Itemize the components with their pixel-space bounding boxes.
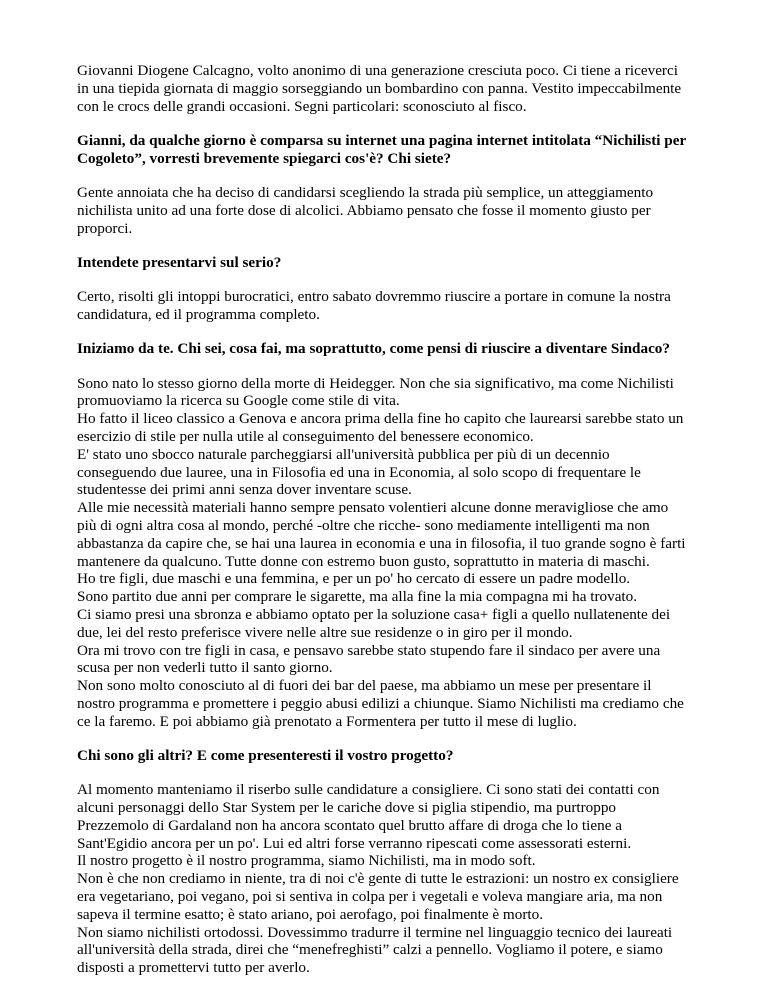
paragraph: Ho fatto il liceo classico a Genova e ancora prima della fine ho capito che laurearsi sarebbe stato un esercizio di stile per nulla utile al conseguimento del benessere economico. bbox=[77, 410, 684, 445]
paragraph: Gente annoiata che ha deciso di candidarsi scegliendo la strada più semplice, un atteggiamento nichilista unito ad una forte dose di alcolici. Abbiamo pensato che fosse il momento giusto per proporci. bbox=[77, 183, 654, 237]
answer-2 bbox=[77, 288, 689, 324]
answer-4 bbox=[77, 781, 689, 977]
question-4 bbox=[77, 747, 689, 765]
question-3 bbox=[77, 340, 689, 358]
paragraph: Sono nato lo stesso giorno della morte di Heidegger. Non che sia significativo, ma come Nichilisti promuoviamo la ricerca su Google come stile di vita. bbox=[77, 374, 674, 410]
paragraph: Certo, risolti gli intoppi burocratici, entro sabato dovremmo riuscire a portare in comune la nostra candidatura, ed il programma completo. bbox=[77, 288, 671, 323]
answer-3 bbox=[77, 375, 689, 731]
paragraph: Alle mie necessità materiali hanno sempre pensato volentieri alcune donne meravigliose che amo più di ogni altra cosa al mondo, perché -oltre che ricche- sono mediamente intelligenti ma non abbastanza da capire che, se hai una laurea in economia e una in filosofia, il tuo grande sogno è farti mantenere da qualcuno. Tutte donne con estremo buon gusto, soprattutto in materia di maschi. bbox=[77, 499, 686, 570]
paragraph: Ora mi trovo con tre figli in casa, e pensavo sarebbe stato stupendo fare il sindaco per avere una scusa per non vederli tutto il santo giorno. bbox=[77, 641, 661, 677]
paragraph: Ho tre figli, due maschi e una femmina, e per un po' ho cercato di essere un padre modello. bbox=[77, 570, 631, 588]
paragraph: Non siamo nichilisti ortodossi. Dovessimmo tradurre il termine nel linguaggio tecnico dei laureati all'università della strada, direi che “menefreghisti” calzi a pennello. Vogliamo il potere, e siamo disposti a promettervi tutto per averlo. bbox=[77, 923, 673, 977]
question-2 bbox=[77, 254, 689, 272]
question-text: Intendete presentarvi sul serio? bbox=[77, 253, 282, 271]
answer-1 bbox=[77, 184, 689, 237]
paragraph: Giovanni Diogene Calcagno, volto anonimo di una generazione cresciuta poco. Ci tiene a riceverci in una tiepida giornata di maggio sorseggiando un bombardino con panna. Vestito impeccabilmente con le crocs delle grandi occasioni. Segni particolari: sconosciuto al fisco. bbox=[77, 62, 682, 115]
paragraph: E' stato uno sbocco naturale parcheggiarsi all'università pubblica per più di un decennio conseguendo due lauree, una in Filosofia ed una in Economia, al solo scopo di frequentare le studentesse dei primi anni senza dover inventare scuse. bbox=[77, 445, 641, 499]
question-text: Chi sono gli altri? E come presenteresti il vostro progetto? bbox=[77, 747, 454, 764]
paragraph: Sono partito due anni per comprare le sigarette, ma alla fine la mia compagna mi ha trovato. bbox=[77, 588, 638, 606]
paragraph: Non è che non crediamo in niente, tra di noi c'è gente di tutte le estrazioni: un nostro ex consigliere era vegetariano, poi vegano, poi si sentiva in colpa per i vegetali e voleva mangiare aria, ma non sapeva il termine esatto; è stato ariano, poi aerofago, poi finalmente è morto. bbox=[77, 870, 679, 923]
question-text: Iniziamo da te. Chi sei, cosa fai, ma soprattutto, come pensi di riuscire a diventare Sindaco? bbox=[77, 340, 670, 358]
paragraph: Non sono molto conosciuto al di fuori dei bar del paese, ma abbiamo un mese per presentare il nostro programma e promettere i peggio abusi edilizi a chiunque. Siamo Nichilisti ma crediamo che ce la faremo. E poi abbiamo già prenotato a Formentera per tutto il mese di luglio. bbox=[77, 677, 684, 730]
question-text: Gianni, da qualche giorno è comparsa su internet una pagina internet intitolata “Nichilisti per Cogoleto”, vorresti brevemente spiegarci cos'è? Chi siete? bbox=[77, 131, 686, 167]
paragraph: Ci siamo presi una sbronza e abbiamo optato per la soluzione casa+ figli a quello nullatenente dei due, lei del resto preferisce vivere nelle altre sue residenze o in giro per il mondo. bbox=[77, 605, 671, 641]
paragraph: Il nostro progetto è il nostro programma, siamo Nichilisti, ma in modo soft. bbox=[77, 852, 536, 870]
document-page bbox=[77, 62, 689, 994]
question-1 bbox=[77, 132, 689, 168]
paragraph: Al momento manteniamo il riserbo sulle candidature a consigliere. Ci sono stati dei contatti con alcuni personaggi dello Star System per le cariche dove si piglia stipendio, ma purtroppo Prezzemolo di Gardaland non ha ancora scontato quel brutto affare di droga che lo tiene a Sant'Egidio ancora per un po'. Lui ed altri forse verranno ripescati come assessorati esterni. bbox=[77, 781, 660, 852]
intro-text bbox=[77, 62, 689, 115]
